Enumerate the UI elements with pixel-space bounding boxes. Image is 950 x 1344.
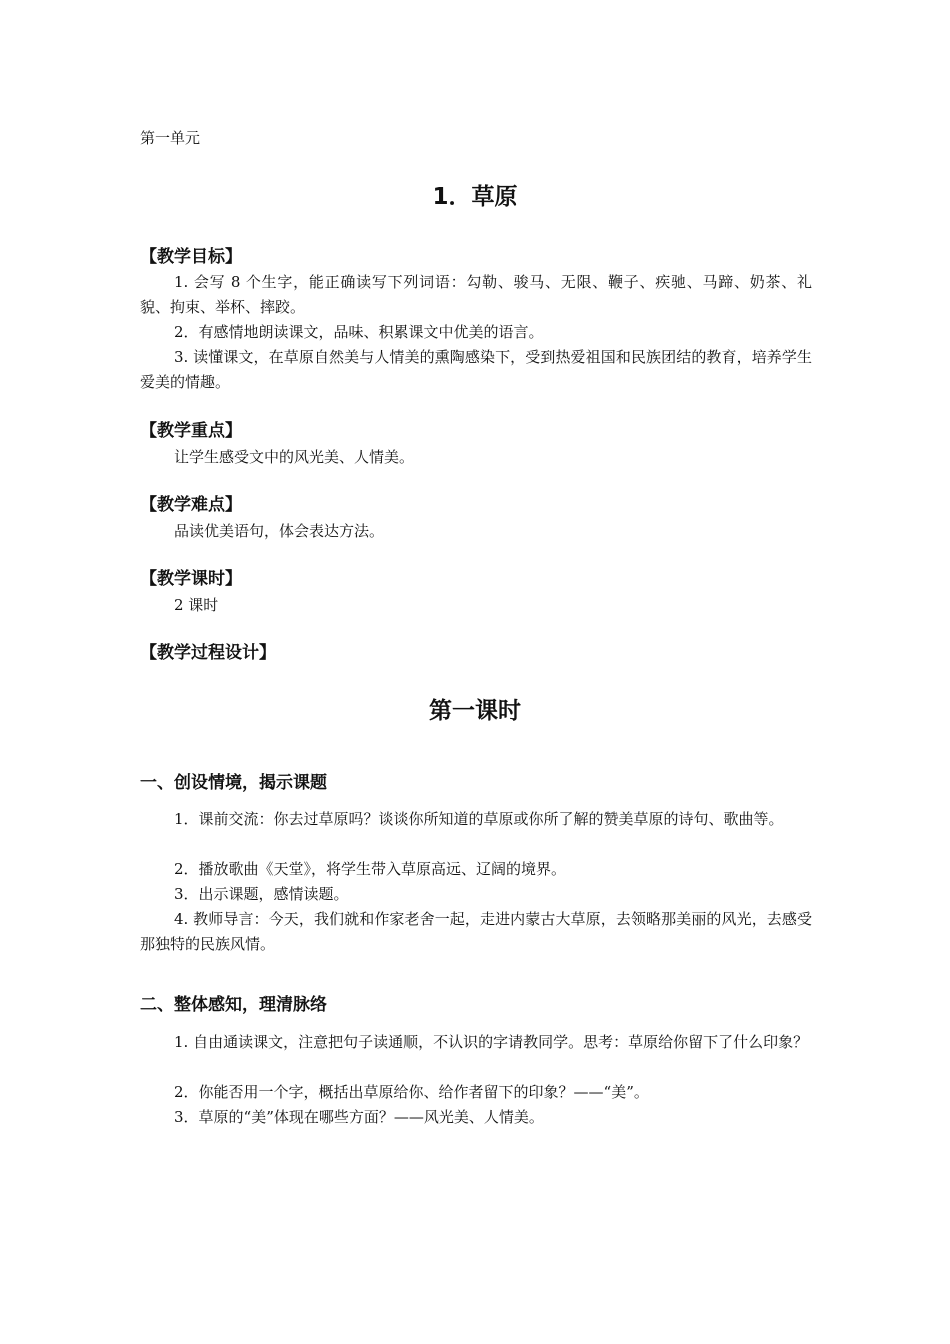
section-item: 2．播放歌曲《天堂》，将学生带入草原高远、辽阔的境界。: [174, 860, 567, 878]
objective-item: 2．有感情地朗读课文，品味、积累课文中优美的语言。: [174, 323, 544, 341]
objectives-heading: 【教学目标】: [140, 247, 242, 267]
process-heading: 【教学过程设计】: [140, 643, 276, 663]
section-item: 2．你能否用一个字，概括出草原给你、给作者留下的印象？——“美”。: [174, 1083, 649, 1101]
difficulties-heading: 【教学难点】: [140, 495, 242, 515]
objective-item: 3. 读懂课文，在草原自然美与人情美的熏陶感染下，受到热爱祖国和民族团结的教育，培养学生爱美的情趣。: [140, 348, 812, 391]
section-item: 3．草原的“美”体现在哪些方面？——风光美、人情美。: [174, 1108, 544, 1126]
difficulties-text: 品读优美语句，体会表达方法。: [174, 522, 385, 540]
key-points-text: 让学生感受文中的风光美、人情美。: [174, 448, 415, 466]
section-heading: 一、创设情境，揭示课题: [140, 773, 327, 793]
lesson-title: 第一课时: [429, 698, 521, 724]
key-points-heading: 【教学重点】: [140, 421, 242, 441]
objective-item: 1. 会写 8 个生字，能正确读写下列词语：勾勒、骏马、无限、鞭子、疾驰、马蹄、奶茶、礼貌、拘束、举杯、摔跤。: [140, 273, 812, 316]
page-title: 1．草原: [432, 184, 518, 210]
unit-label: 第一单元: [140, 129, 201, 147]
periods-text: 2 课时: [174, 596, 219, 614]
section-item: 4. 教师导言：今天，我们就和作家老舍一起，走进内蒙古大草原，去领略那美丽的风光，去感受那独特的民族风情。: [140, 910, 812, 953]
section-heading: 二、整体感知，理清脉络: [140, 995, 327, 1015]
section-item: 1. 自由通读课文，注意把句子读通顺，不认识的字请教同学。思考：草原给你留下了什么印象？: [174, 1033, 809, 1051]
periods-heading: 【教学课时】: [140, 569, 242, 589]
section-item: 1．课前交流：你去过草原吗？谈谈你所知道的草原或你所了解的赞美草原的诗句、歌曲等。: [174, 810, 784, 828]
section-item: 3．出示课题，感情读题。: [174, 885, 349, 903]
